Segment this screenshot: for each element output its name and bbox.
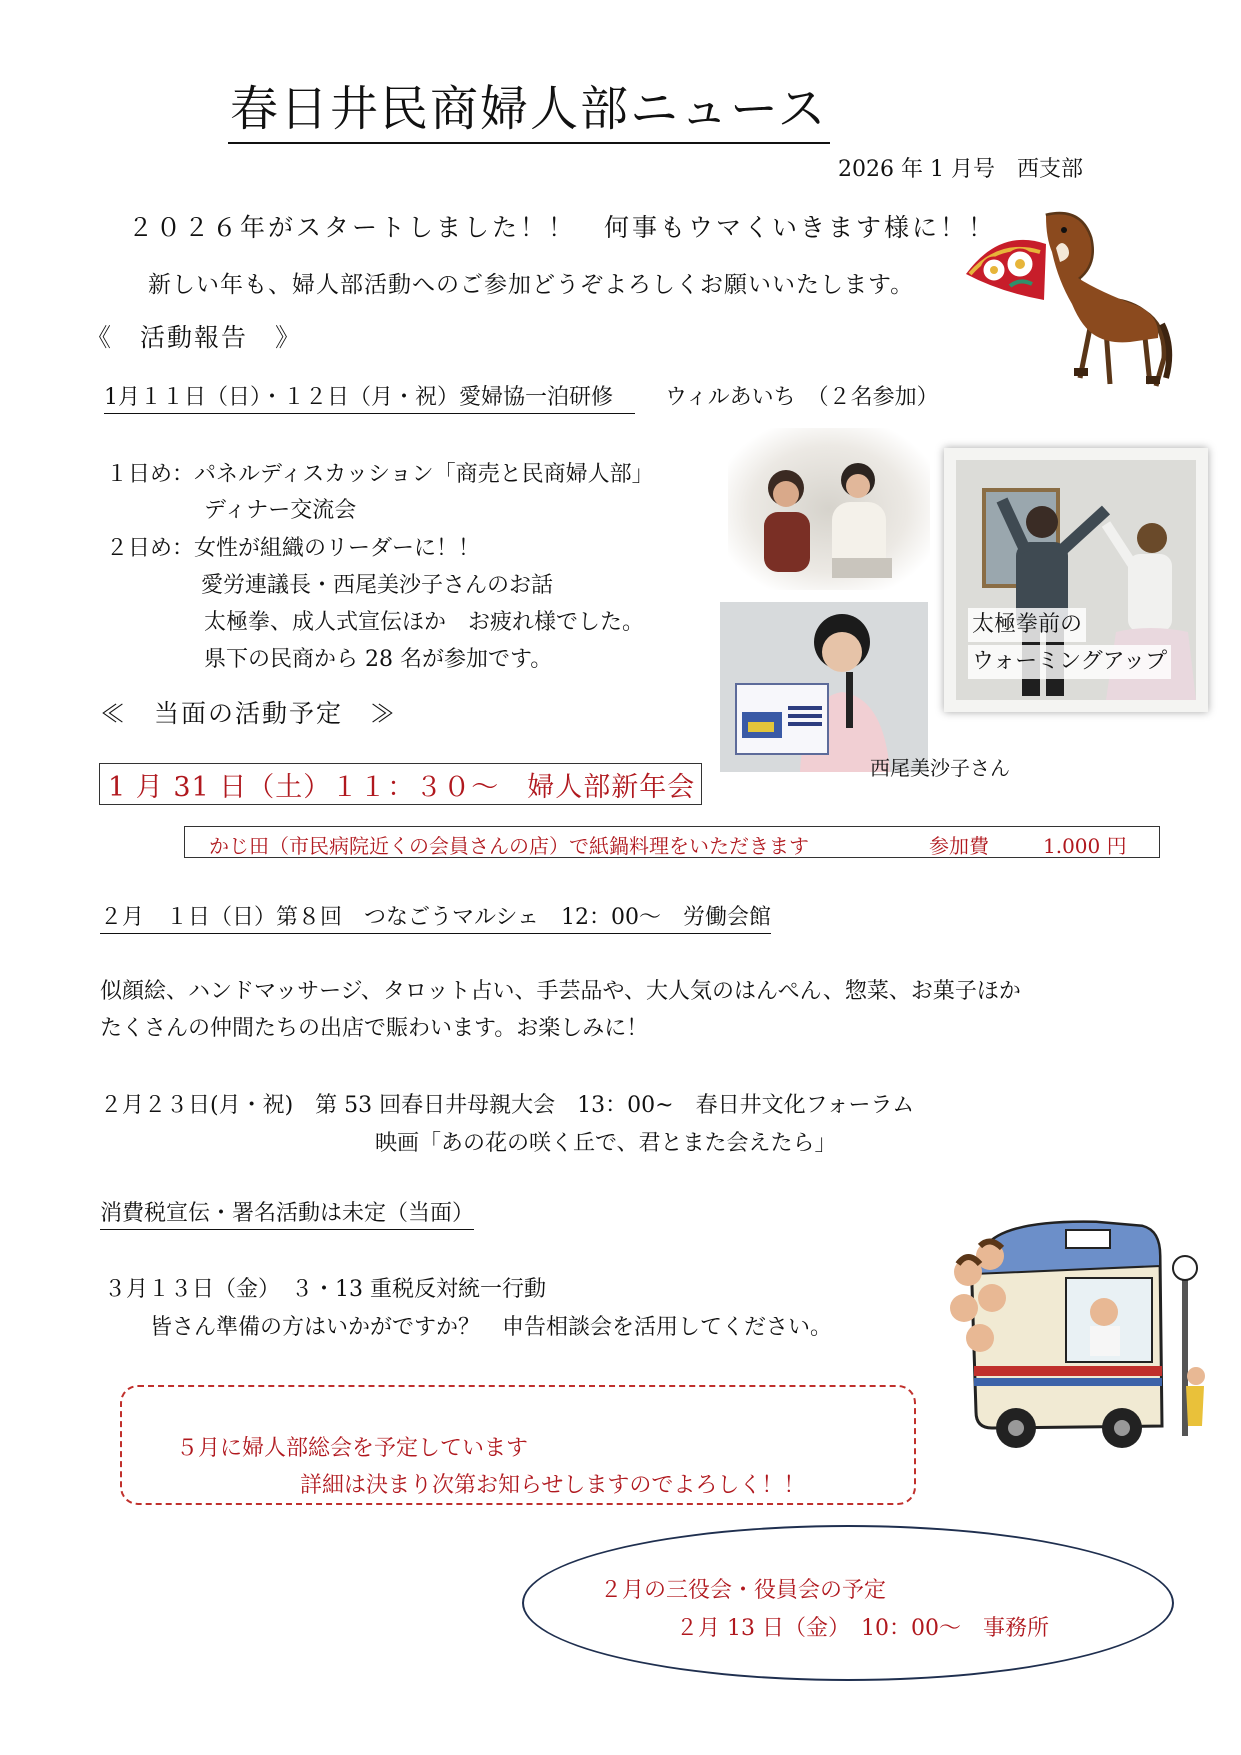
general-meeting-line-2: 詳細は決まり次第お知らせしますのでよろしく！！ xyxy=(300,1473,806,1498)
report-heading: 《 活動報告 》 xyxy=(86,323,303,352)
report-line-2: ディナー交流会 xyxy=(204,498,357,523)
tax-campaign xyxy=(100,1196,474,1227)
report-line-5: 太極拳、成人式宣伝ほか お疲れ様でした。 xyxy=(204,610,645,635)
general-meeting-line-1: ５月に婦人部総会を予定しています xyxy=(176,1436,529,1461)
new-year-party-detail: かじ田（市民病院近くの会員さんの店）で紙鍋料理をいただきます xyxy=(209,834,809,858)
tax-campaign-text: 消費税宣伝・署名活動は未定（当面） xyxy=(100,1201,474,1230)
committee-meeting-notice xyxy=(522,1525,1174,1681)
issue-label: 2026 年 1 月号 西支部 xyxy=(838,157,1083,182)
general-meeting-notice xyxy=(120,1385,916,1505)
committee-line-2: ２月 13 日（金） 10：00～ 事務所 xyxy=(676,1616,1049,1641)
schedule-heading: ≪ 当面の活動予定 ≫ xyxy=(100,699,398,728)
fee-amount: 1.000 円 xyxy=(1043,834,1127,858)
march-action-title: ３月１３日（金） ３・13 重税反対統一行動 xyxy=(104,1277,546,1302)
march-action-body: 皆さん準備の方はいかがですか？ 申告相談会を活用してください。 xyxy=(150,1315,833,1340)
panel-photo-figures xyxy=(728,428,930,590)
fee-label: 参加費 xyxy=(929,834,989,858)
report-line-6: 県下の民商から 28 名が参加です。 xyxy=(204,647,553,672)
panel-discussion-photo xyxy=(728,428,930,590)
horse-illustration xyxy=(960,208,1175,388)
nishio-photo-figure xyxy=(720,602,928,772)
report-line-4: 愛労連議長・西尾美沙子さんのお話 xyxy=(201,573,554,598)
bus-illustration xyxy=(946,1216,1208,1456)
new-year-headline: ２０２６年がスタートしました！！ 何事もウマくいきます様に！！ xyxy=(128,213,997,242)
taichi-caption-1: 太極拳前の xyxy=(968,608,1086,642)
report-line-1: １日め：パネルディスカッション「商売と民商婦人部」 xyxy=(106,462,654,487)
marche-body-2: たくさんの仲間たちの出店で賑わいます。お楽しみに！ xyxy=(100,1016,649,1041)
report-line-3: ２日め：女性が組織のリーダーに！！ xyxy=(106,536,481,561)
report-event-venue: ウィルあいち （２名参加） xyxy=(665,385,939,410)
new-year-party-title: 1 月 31 日（土）１１：３０～ 婦人部新年会 xyxy=(108,772,696,803)
mothers-convention-title: ２月２３日(月・祝) 第 53 回春日井母親大会 13：00~ 春日井文化フォーラム xyxy=(100,1093,915,1118)
taichi-caption-2: ウォーミングアップ xyxy=(968,645,1171,679)
intro-text: 新しい年も、婦人部活動へのご参加どうぞよろしくお願いいたします。 xyxy=(148,272,915,298)
newsletter-title: 春日井民商婦人部ニュース xyxy=(228,80,830,144)
marche-title xyxy=(100,900,771,931)
taichi-photo xyxy=(944,448,1208,712)
nishio-photo xyxy=(720,602,928,772)
marche-body-1: 似顔絵、ハンドマッサージ、タロット占い、手芸品や、大人気のはんぺん、惣菜、お菓子ほか xyxy=(100,979,1021,1004)
nishio-caption: 西尾美沙子さん xyxy=(870,756,1010,780)
report-event-title: 1月１１日（日）・１２日（月・祝）愛婦協一泊研修 xyxy=(104,385,635,414)
new-year-party-box xyxy=(99,763,702,805)
new-year-party-detail-box xyxy=(184,826,1160,858)
committee-line-1: ２月の三役会・役員会の予定 xyxy=(600,1578,887,1603)
marche-title-text: ２月 １日（日）第８回 つなごうマルシェ 12：00～ 労働会館 xyxy=(100,905,771,934)
mothers-convention-movie: 映画「あの花の咲く丘で、君とまた会えたら」 xyxy=(375,1131,837,1156)
report-event xyxy=(104,380,939,411)
